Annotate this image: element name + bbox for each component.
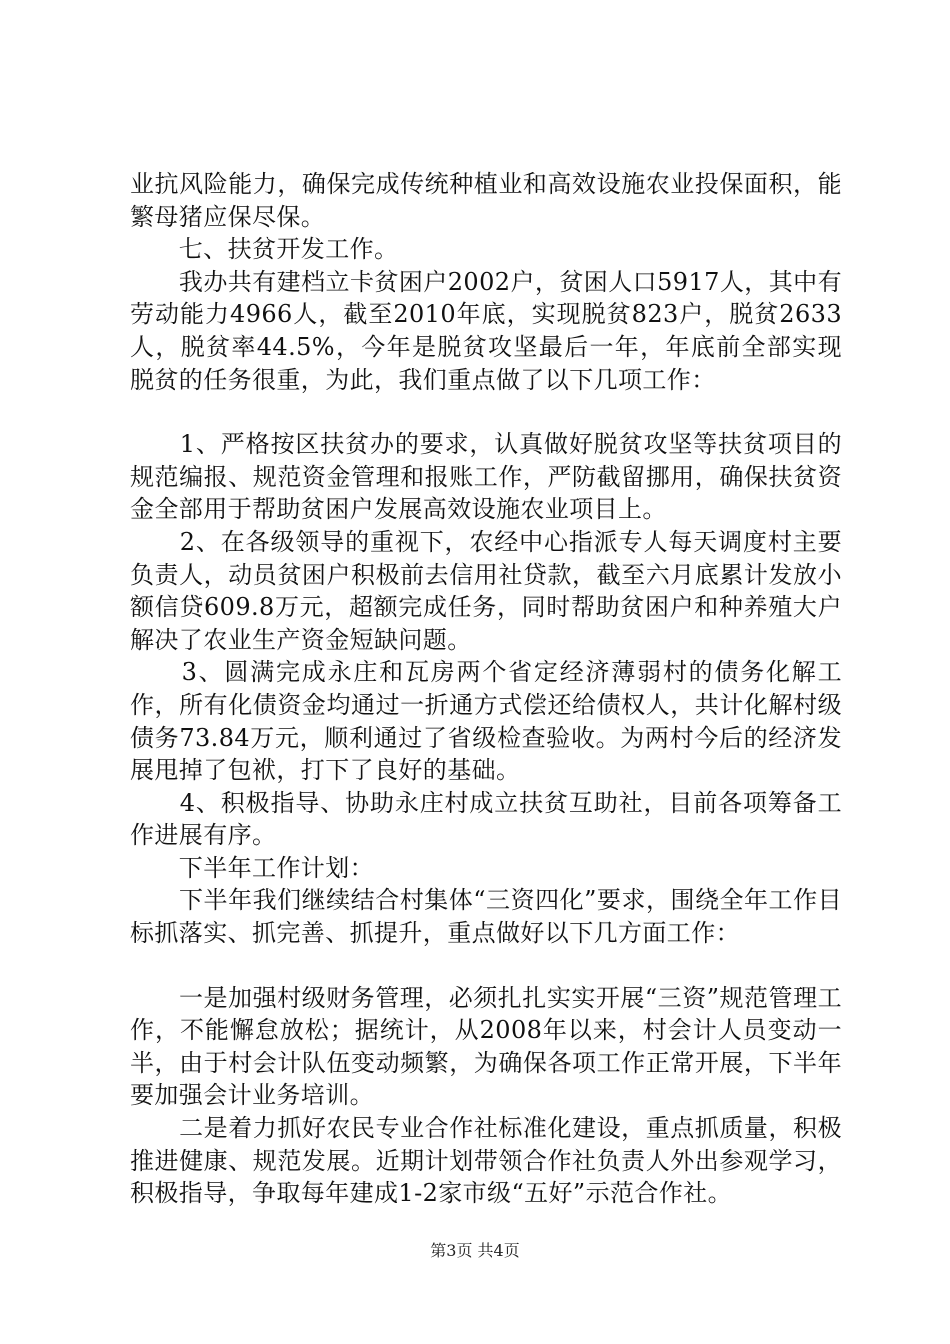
paragraph-item-1: 1、严格按区扶贫办的要求，认真做好脱贫攻坚等扶贫项目的规范编报、规范资金管理和报账工作，严防截留挪用，确保扶贫资金全部用于帮助贫困户发展高效设施农业项目上。 (130, 430, 842, 524)
page-footer: 第3页 共4页 (430, 1241, 520, 1260)
section-heading-plan: 下半年工作计划： (130, 853, 374, 882)
paragraph-plan-intro: 下半年我们继续结合村集体“三资四化”要求，围绕全年工作目标抓落实、抓完善、抓提升，重点做好以下几方面工作： (130, 886, 842, 948)
paragraph-item-3: 3、圆满完成永庄和瓦房两个省定经济薄弱村的债务化解工作，所有化债资金均通过一折通方式偿还给债权人，共计化解村级债务73.84万元，顺利通过了省级检查验收。为两村今后的经济发展甩掉了包袱，打下了良好的基础。 (130, 658, 842, 785)
paragraph-insurance-tail: 业抗风险能力，确保完成传统种植业和高效设施农业投保面积，能繁母猪应保尽保。 (130, 170, 842, 231)
paragraph-gap (130, 396, 842, 428)
paragraph-plan-1: 一是加强村级财务管理，必须扎扎实实开展“三资”规范管理工作，不能懈怠放松；据统计，从2008年以来，村会计人员变动一半，由于村会计队伍变动频繁，为确保各项工作正常开展，下半年要加强会计业务培训。 (130, 983, 842, 1110)
section-heading-poverty: 七、扶贫开发工作。 (130, 235, 399, 264)
paragraph-poverty-overview: 我办共有建档立卡贫困户2002户，贫困人口5917人，其中有劳动能力4966人，截至2010年底，实现脱贫823户，脱贫2633人，脱贫率44.5%，今年是脱贫攻坚最后一年，年底前全部实现脱贫的任务很重，为此，我们重点做了以下几项工作： (130, 267, 842, 394)
paragraph-plan-2: 二是着力抓好农民专业合作社标准化建设，重点抓质量，积极推进健康、规范发展。近期计划带领合作社负责人外出参观学习，积极指导，争取每年建成1-2家市级“五好”示范合作社。 (130, 1114, 842, 1208)
paragraph-item-2: 2、在各级领导的重视下，农经中心指派专人每天调度村主要负责人，动员贫困户积极前去信用社贷款，截至六月底累计发放小额信贷609.8万元，超额完成任务，同时帮助贫困户和种养殖大户解决了农业生产资金短缺问题。 (130, 527, 842, 654)
paragraph-gap (130, 950, 842, 982)
paragraph-item-4: 4、积极指导、协助永庄村成立扶贫互助社，目前各项筹备工作进展有序。 (130, 788, 842, 850)
document-body (130, 168, 842, 1210)
